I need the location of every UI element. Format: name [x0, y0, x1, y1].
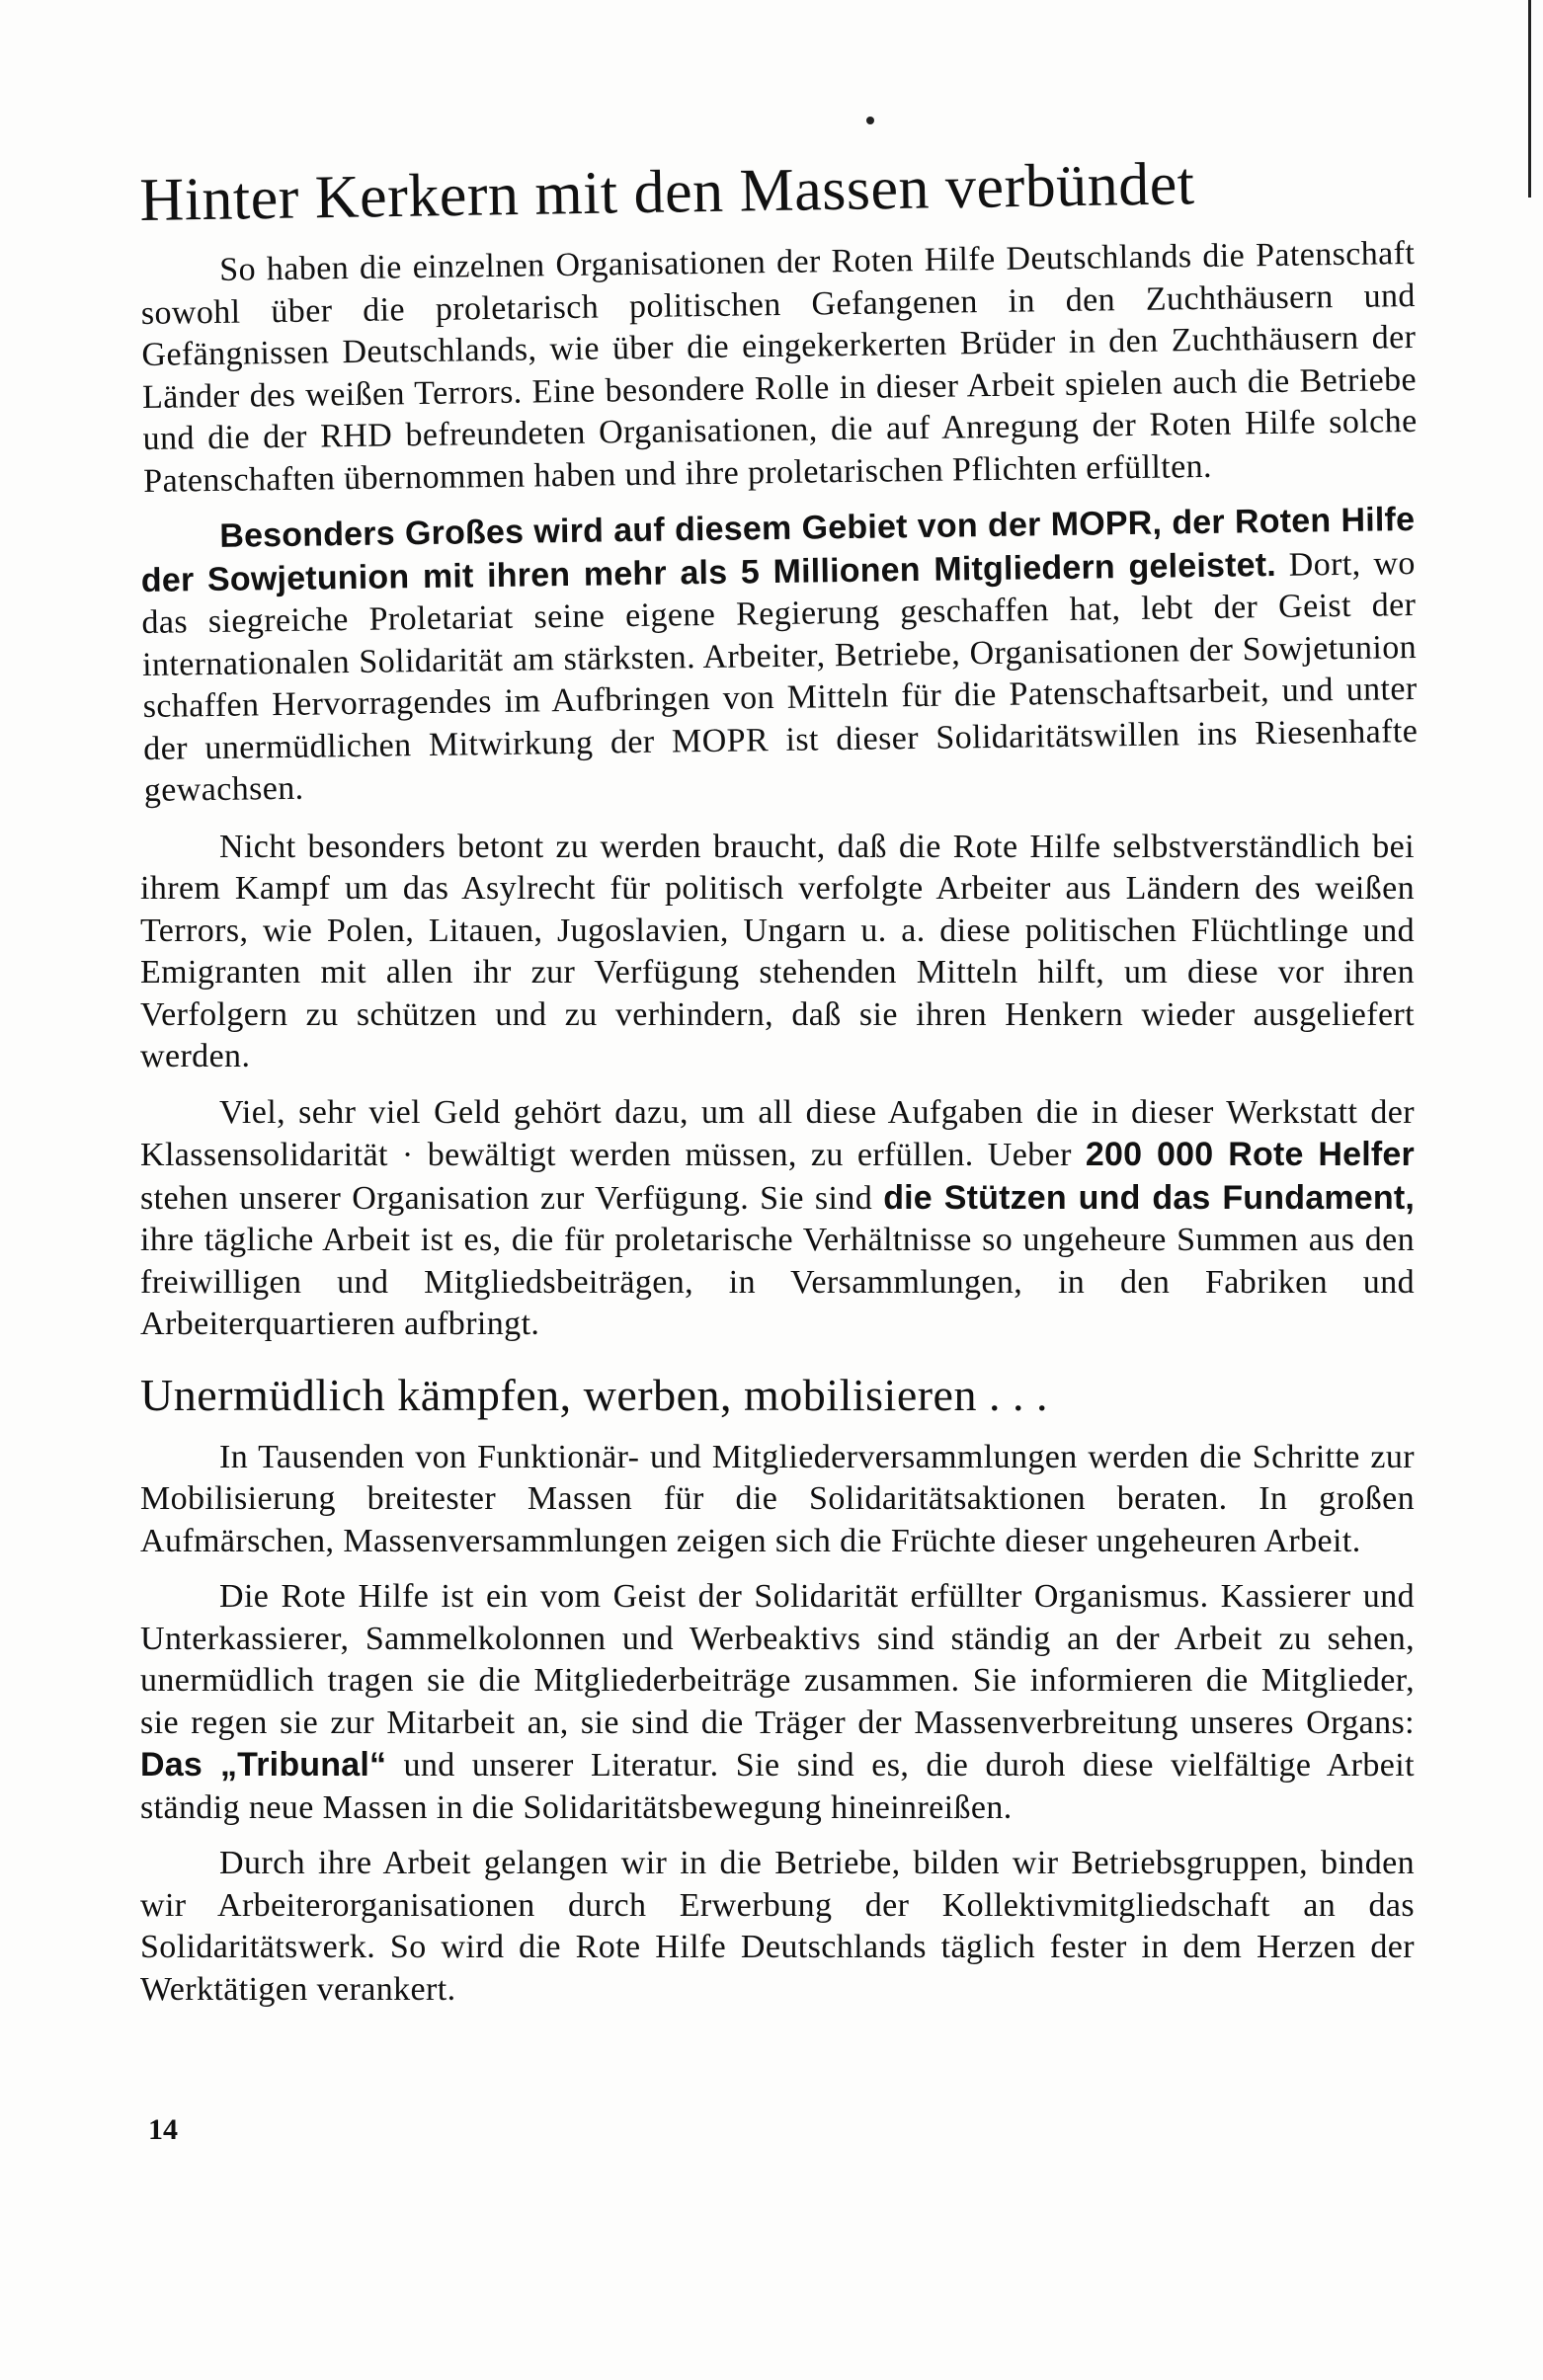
paragraph-4-text-3: ihre tägliche Arbeit ist es, die für proletarische Verhältnisse so ungeheure Summen aus den freiwilligen und Mitgliedsbeiträgen, in Versammlungen, in den Fabriken und Arbeiterquartieren aufbringt.	[140, 1222, 1415, 1342]
paragraph-2-bold: Besonders Großes wird auf diesem Gebiet von der MOPR, der Roten Hilfe der Sowjetunion mit ihren mehr als 5 Millionen Mitgliedern geleistet.	[140, 500, 1416, 599]
paragraph-7: Durch ihre Arbeit gelangen wir in die Betriebe, bilden wir Betriebsgruppen, binden wir Arbeiterorganisationen durch Erwerbung der Kollektivmitgliedschaft an das Solidaritätswerk. So wird die Rote Hilfe Deutschlands täglich fester in dem Herzen der Werktätigen verankert.	[140, 1845, 1415, 2008]
section-heading-1: Hinter Kerkern mit den Massen verbündet	[138, 150, 1195, 234]
paragraph-6-bold-1: Das „Tribunal“	[140, 1746, 387, 1784]
paragraph-2	[140, 499, 1419, 812]
page-content	[138, 150, 1419, 2024]
page-number: 14	[148, 2113, 178, 2146]
paragraph-4	[140, 1092, 1415, 1346]
paragraph-4-bold-2: die Stützen und das Fundament,	[883, 1178, 1415, 1217]
scan-edge-line	[1528, 0, 1531, 198]
paragraph-1: So haben die einzelnen Organisationen der Roten Hilfe Deutschlands die Patenschaft sowohl über die proletarisch politischen Gefangenen in den Zuchthäusern und Gefängnissen Deutschlands, wie über die eingekerkerten Brüder in den Zuchthäusern der Länder des weißen Terrors. Eine besondere Rolle in dieser Arbeit spielen auch die Betriebe und die der RHD befreundeten Organisationen, die auf Anregung der Roten Hilfe solche Patenschaften übernommen haben und ihre proletarischen Pflichten erfüllten.	[140, 234, 1418, 500]
paragraph-4-bold-1: 200 000 Rote Helfer	[1085, 1136, 1415, 1173]
paragraph-6-text-2: und unserer Literatur. Sie sind es, die duroh diese vielfältige Arbeit ständig neue Massen in die Solidaritätsbewegung hineinreißen.	[140, 1747, 1415, 1826]
paragraph-6	[140, 1576, 1415, 1829]
paragraph-4-text-1: Viel, sehr viel Geld gehört dazu, um all diese Aufgaben die in dieser Werkstatt der Klassensolidarität · bewältigt werden müssen, zu erfüllen. Ueber	[140, 1093, 1415, 1173]
paragraph-5: In Tausenden von Funktionär- und Mitgliederversammlungen werden die Schritte zur Mobilisierung breitester Massen für die Solidaritätsaktionen beraten. In großen Aufmärschen, Massenversammlungen zeigen sich die Früchte dieser ungeheuren Arbeit.	[140, 1438, 1415, 1559]
paragraph-2-text: Dort, wo das siegreiche Proletariat seine eigene Regierung geschaffen hat, lebt der Geist der internationalen Solidarität am stärksten. Arbeiter, Betriebe, Organisationen der Sowjetunion schaffen Hervorragendes im Aufbringen von Mitteln für die Patenschaftsarbeit, und unter der unermüdlichen Mitwirkung der MOPR ist dieser Solidaritätswillen ins Riesenhafte gewachsen.	[141, 544, 1419, 809]
paragraph-6-text-1: Die Rote Hilfe ist ein vom Geist der Solidarität erfüllter Organismus. Kassierer und Unterkassierer, Sammelkolonnen und Werbeaktivs sind ständig an der Arbeit zu sehen, unermüdlich tragen sie die Mitgliederbeiträge zusammen. Sie informieren die Mitglieder, sie regen sie zur Mitarbeit an, sie sind die Träger der Massenverbreitung unseres Organs:	[140, 1578, 1415, 1741]
paragraph-4-text-2: stehen unserer Organisation zur Verfügung. Sie sind	[140, 1179, 884, 1217]
section-heading-2: Unermüdlich kämpfen, werben, mobilisieren . . .	[140, 1369, 1048, 1420]
paragraph-3: Nicht besonders betont zu werden braucht, daß die Rote Hilfe selbstverständlich bei ihrem Kampf um das Asylrecht für politisch verfolgte Arbeiter aus Ländern des weißen Terrors, wie Polen, Litauen, Jugoslavien, Ungarn u. a. diese politischen Flüchtlinge und Emigranten mit allen ihr zur Verfügung stehenden Mitteln hilft, um diese vor ihren Verfolgern zu schützen und zu verhindern, daß sie ihren Henkern wieder ausgeliefert werden.	[140, 828, 1415, 1074]
scan-speck	[866, 117, 874, 124]
